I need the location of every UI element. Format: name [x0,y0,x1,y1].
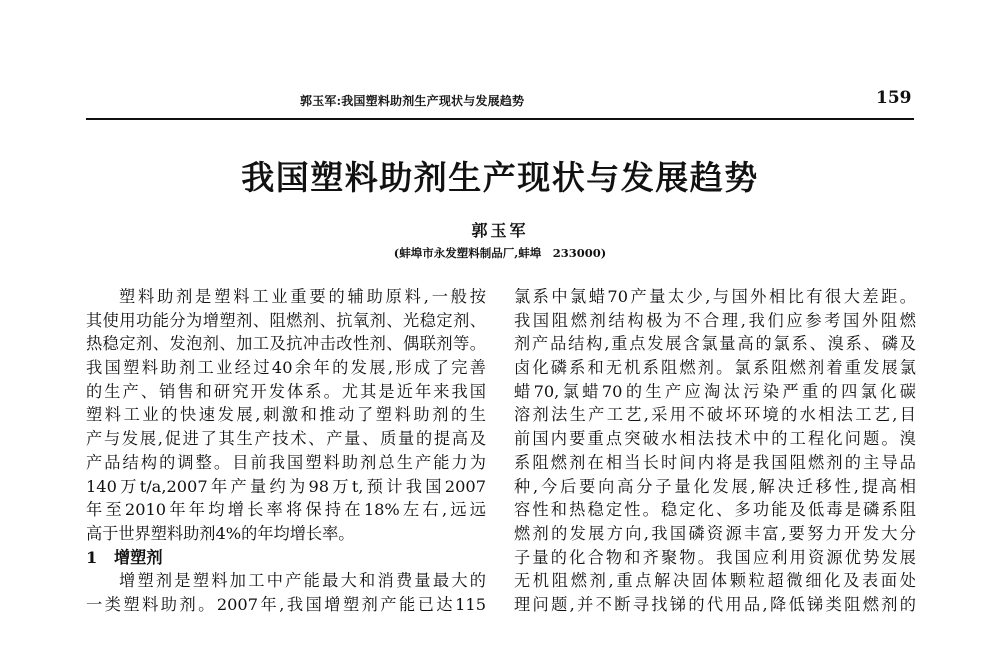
article-title: 我国塑料助剂生产现状与发展趋势 [241,158,759,197]
body-line: 的生产、销售和研究开发体系。尤其是近年来我国 [86,381,486,401]
body-line: 溶剂法生产工艺,采用不破坏环境的水相法工艺,目 [514,405,916,425]
body-line: 子量的化合物和齐聚物。我国应利用资源优势发展 [514,547,916,567]
right-column [514,285,916,617]
left-column [86,285,486,617]
body-line: 氯系中氯蜡70产量太少,与国外相比有很大差距。 [514,287,916,306]
body-line: 塑料助剂是塑料工业重要的辅助原料,一般按 [119,287,486,306]
section-title: 增塑剂 [114,547,163,567]
body-line: 塑料工业的快速发展,刺激和推动了塑料助剂的生 [86,405,486,425]
body-line: 容性和热稳定性。稳定化、多功能及低毒是磷系阻 [514,500,916,520]
body-line: 无机阻燃剂,重点解决固体颗粒超微细化及表面处 [514,571,916,591]
body-line: 卤化磷系和无机系阻燃剂。氯系阻燃剂着重发展氯 [514,358,916,378]
body-line: 一类塑料助剂。2007年,我国增塑剂产能已达115 [86,594,486,614]
body-line: 增塑剂是塑料加工中产能最大和消费量最大的 [119,571,486,591]
section-number: 1 [86,547,98,567]
body-line: 种,今后要向高分子量化发展,解决迁移性,提高相 [514,476,916,496]
body-line: 我国阻燃剂结构极为不合理,我们应参考国外阻燃 [514,310,916,330]
running-head: 郭玉军:我国塑料助剂生产现状与发展趋势 [300,94,525,108]
body-line: 前国内要重点突破水相法技术中的工程化问题。溴 [514,429,916,449]
body-line: 蜡70,氯蜡70的生产应淘汰污染严重的四氯化碳 [514,381,916,401]
body-line: 燃剂的发展方向,我国磷资源丰富,要努力开发大分 [514,523,916,543]
body-line: 年至2010年年均增长率将保持在18%左右,远远 [86,500,486,520]
article-affiliation: (蚌埠市永发塑料制品厂,蚌埠 233000) [393,246,607,260]
body-line: 热稳定剂、发泡剂、加工及抗冲击改性剂、偶联剂等。 [86,334,486,354]
body-line: 140万t/a,2007年产量约为98万t,预计我国2007 [86,476,486,496]
section-heading [86,546,486,570]
body-line: 产品结构的调整。目前我国塑料助剂总生产能力为 [86,452,486,472]
body-line: 剂产品结构,重点发展含氯量高的氯系、溴系、磷及 [514,334,916,354]
header-rule [86,118,914,120]
body-line: 产与发展,促进了其生产技术、产量、质量的提高及 [86,429,486,449]
body-line: 系阻燃剂在相当长时间内将是我国阻燃剂的主导品 [514,452,916,472]
body-line: 高于世界塑料助剂4%的年均增长率。 [86,523,355,543]
body-line: 我国塑料助剂工业经过40余年的发展,形成了完善 [86,358,486,378]
page-number: 159 [876,88,912,108]
body-line: 理问题,并不断寻找锑的代用品,降低锑类阻燃剂的 [514,594,916,614]
body-line: 其使用功能分为增塑剂、阻燃剂、抗氧剂、光稳定剂、 [86,310,486,330]
article-author: 郭玉军 [471,221,529,240]
